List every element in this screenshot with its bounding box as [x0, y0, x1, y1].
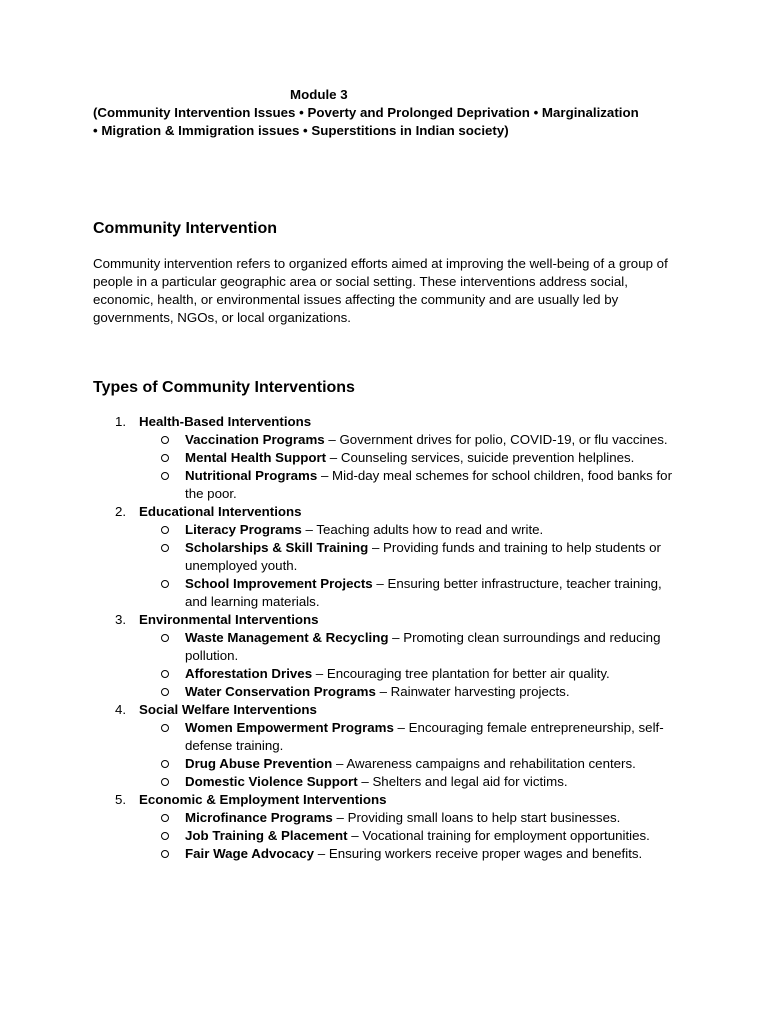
list-number: 2.	[115, 504, 127, 519]
module-title: Module 3	[290, 87, 348, 102]
circle-bullet-icon	[161, 778, 169, 786]
sub-item-text: – Providing funds and training to help students or unemployed youth.	[185, 540, 661, 573]
type-item	[93, 701, 683, 791]
circle-bullet-icon	[161, 670, 169, 678]
types-list	[93, 413, 683, 863]
sub-list	[139, 809, 683, 863]
section-heading-community-intervention: Community Intervention	[93, 220, 278, 237]
module-subtitle: (Community Intervention Issues • Poverty and Prolonged Deprivation • Marginalization • Migration & Immigration issues • Superstitions in Indian society)	[93, 105, 639, 138]
type-label: Environmental Interventions	[139, 612, 319, 627]
intro-paragraph: Community intervention refers to organized efforts aimed at improving the well-being of a group of people in a particular geographic area or social setting. These interventions address social, economic, health, or environmental issues affecting the community and are usually led by governments, NGOs, or local organizations.	[93, 256, 668, 325]
sub-item-title: Microfinance Programs	[185, 810, 333, 825]
sub-item-text: – Providing small loans to help start businesses.	[332, 810, 621, 825]
sub-list	[139, 521, 683, 611]
circle-bullet-icon	[161, 688, 169, 696]
type-item	[93, 611, 683, 701]
sub-item-title: Fair Wage Advocacy	[185, 846, 315, 861]
circle-bullet-icon	[161, 472, 169, 480]
sub-item-title: Water Conservation Programs	[185, 684, 376, 699]
sub-item-title: Literacy Programs	[185, 522, 302, 537]
document-page	[93, 86, 683, 863]
type-item	[93, 503, 683, 611]
type-label: Educational Interventions	[139, 504, 302, 519]
circle-bullet-icon	[161, 580, 169, 588]
sub-item-title: Scholarships & Skill Training	[185, 540, 369, 555]
sub-list	[139, 719, 683, 791]
sub-item	[139, 719, 683, 755]
list-number: 1.	[115, 414, 127, 429]
sub-item	[139, 755, 683, 773]
sub-item	[139, 575, 683, 611]
sub-item-text: – Encouraging tree plantation for better air quality.	[312, 666, 610, 681]
circle-bullet-icon	[161, 544, 169, 552]
sub-item-text: – Government drives for polio, COVID-19, or flu vaccines.	[324, 432, 668, 447]
circle-bullet-icon	[161, 760, 169, 768]
circle-bullet-icon	[161, 634, 169, 642]
sub-item-text: – Vocational training for employment opportunities.	[347, 828, 650, 843]
sub-item	[139, 665, 683, 683]
sub-list	[139, 629, 683, 701]
type-label: Economic & Employment Interventions	[139, 792, 387, 807]
circle-bullet-icon	[161, 850, 169, 858]
sub-item	[139, 773, 683, 791]
sub-item	[139, 683, 683, 701]
sub-item-text: – Shelters and legal aid for victims.	[357, 774, 568, 789]
circle-bullet-icon	[161, 436, 169, 444]
sub-item	[139, 809, 683, 827]
sub-item	[139, 629, 683, 665]
circle-bullet-icon	[161, 526, 169, 534]
list-number: 3.	[115, 612, 127, 627]
sub-item-text: – Teaching adults how to read and write.	[301, 522, 544, 537]
sub-item-title: Vaccination Programs	[185, 432, 325, 447]
circle-bullet-icon	[161, 832, 169, 840]
sub-item	[139, 467, 683, 503]
sub-item-title: Afforestation Drives	[185, 666, 313, 681]
type-item	[93, 413, 683, 503]
sub-item	[139, 521, 683, 539]
type-item	[93, 791, 683, 863]
sub-item-title: Waste Management & Recycling	[185, 630, 389, 645]
sub-item-text: – Encouraging female entrepreneurship, self-defense training.	[185, 720, 664, 753]
sub-item	[139, 827, 683, 845]
list-number: 5.	[115, 792, 127, 807]
sub-item-text: – Promoting clean surroundings and reducing pollution.	[185, 630, 661, 663]
sub-item-title: School Improvement Projects	[185, 576, 373, 591]
sub-item-title: Job Training & Placement	[185, 828, 348, 843]
sub-item	[139, 431, 683, 449]
sub-item-title: Drug Abuse Prevention	[185, 756, 333, 771]
section-heading-types: Types of Community Interventions	[93, 379, 355, 396]
sub-item-text: – Rainwater harvesting projects.	[375, 684, 570, 699]
sub-item-text: – Ensuring workers receive proper wages and benefits.	[314, 846, 643, 861]
circle-bullet-icon	[161, 724, 169, 732]
sub-item-text: – Counseling services, suicide prevention helplines.	[326, 450, 635, 465]
type-label: Health-Based Interventions	[139, 414, 312, 429]
circle-bullet-icon	[161, 814, 169, 822]
circle-bullet-icon	[161, 454, 169, 462]
sub-list	[139, 431, 683, 503]
sub-item	[139, 449, 683, 467]
sub-item	[139, 539, 683, 575]
sub-item-text: – Ensuring better infrastructure, teacher training, and learning materials.	[185, 576, 662, 609]
sub-item-text: – Awareness campaigns and rehabilitation centers.	[332, 756, 636, 771]
sub-item	[139, 845, 683, 863]
sub-item-title: Nutritional Programs	[185, 468, 318, 483]
sub-item-text: – Mid-day meal schemes for school children, food banks for the poor.	[185, 468, 673, 501]
sub-item-title: Mental Health Support	[185, 450, 327, 465]
list-number: 4.	[115, 702, 127, 717]
type-label: Social Welfare Interventions	[139, 702, 317, 717]
sub-item-title: Domestic Violence Support	[185, 774, 358, 789]
sub-item-title: Women Empowerment Programs	[185, 720, 394, 735]
